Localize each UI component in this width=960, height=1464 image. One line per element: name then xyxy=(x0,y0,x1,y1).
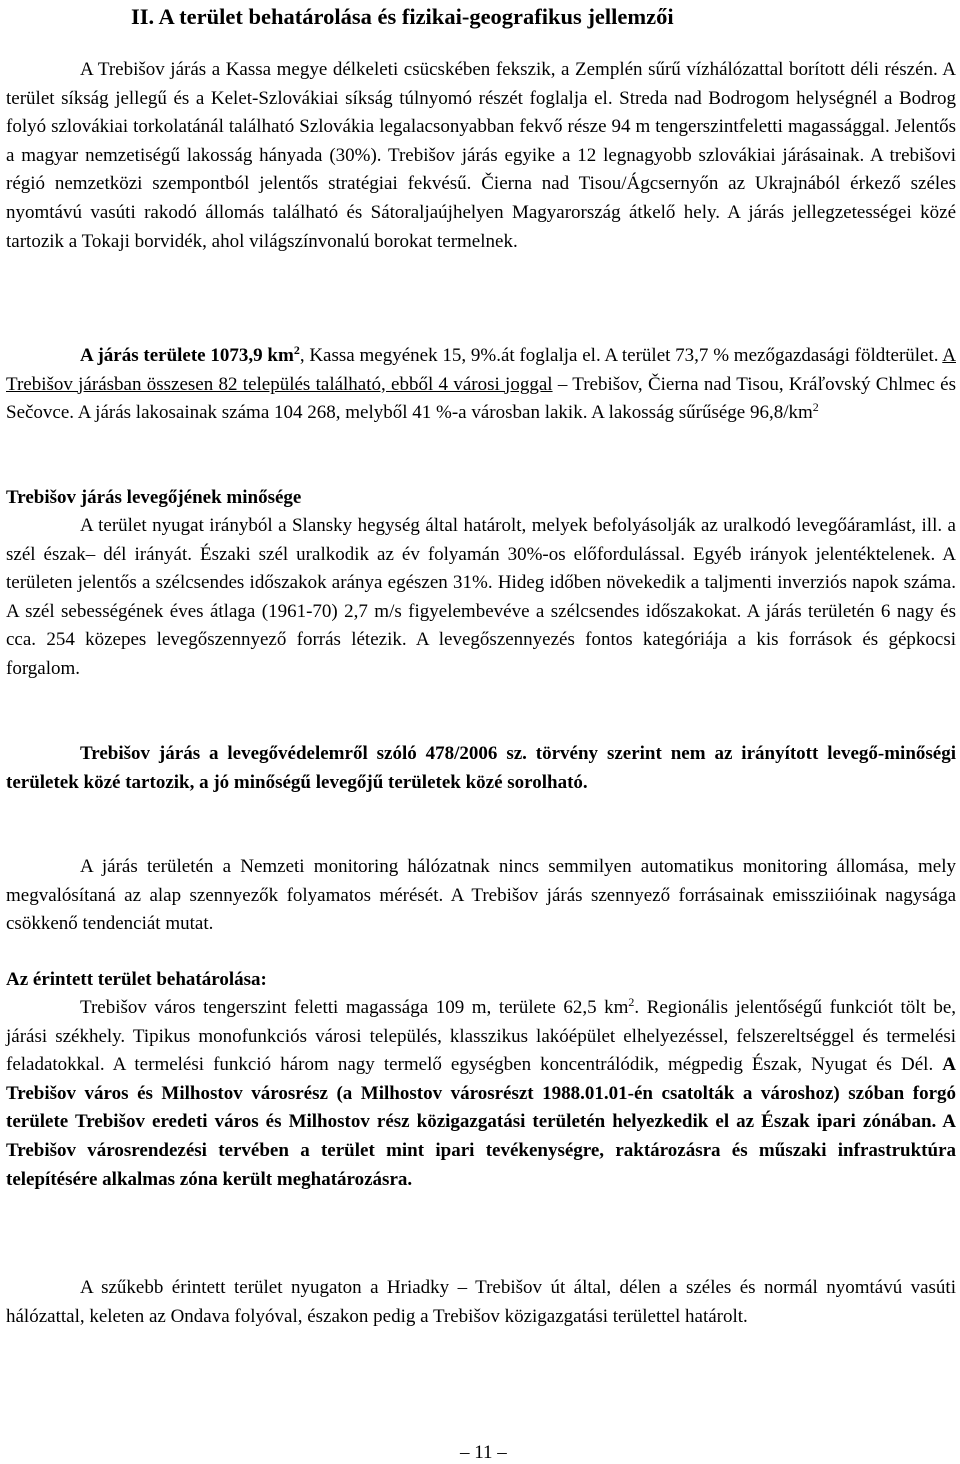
monitoring-paragraph: A járás területén a Nemzeti monitoring hálózatnak nincs semmilyen automatikus monitoring állomása, mely megvalósítaná az alap szennyezők folyamatos mérését. A Trebišov járás szennyező forrásainak emissziióinak nagysága csökkenő tendenciát mutat. xyxy=(6,856,956,935)
density-superscript: 2 xyxy=(812,400,819,415)
boundary-paragraph: A szűkebb érintett terület nyugaton a Hriadky – Trebišov út által, délen a széles és normál nyomtávú vasúti hálózattal, keleten az Ondava folyóval, északon pedig a Trebišov közigazgatási területtel határolt. xyxy=(6,1277,956,1327)
population-text: – Trebišov, Čierna nad Tisou, Kráľovský Chlmec és Sečovce. A járás lakosainak száma 104 268, melyből 41 %-a városban lakik. A lakosság sűrűsége 96,8/km xyxy=(6,373,956,424)
affected-area-heading: Az érintett terület behatárolása: xyxy=(6,969,267,990)
town-area-superscript: 2 xyxy=(628,995,635,1009)
intro-paragraph: A Trebišov járás a Kassa megye délkeleti csücskében fekszik, a Zemplén sűrű vízhálózattal borított déli részén. A terület síkság jellegű és a Kelet-Szlovákiai síkság túlnyomó részét foglalja el. Streda nad Bodrogom helységnél a Bodrog folyó szlovákiai torkolatánál található Szlovákia legalacsonyabban fekvő része 94 m tengerszintfeletti magassággal. Jelentős a magyar nemzetiségű lakosság hányada (30%). Trebišov járás egyike a 12 legnagyobb szlovákiai járásainak. A trebišovi régió nemzetközi szempontból jelentős stratégiai fekvésű. Čierna nad Tisou/Ágcsernyőn az Ukrajnából érkező széles nyomtávú vasúti rakodó állomás található és Sátoraljaújhelyen Magyarország átkelő hely. A járás jellegzetességei közé tartozik a Tokaji borvidék, ahol világszínvonalú borokat termelnek. xyxy=(6,59,956,252)
area-paragraph xyxy=(6,342,956,428)
affected-area-paragraph xyxy=(6,994,956,1194)
air-quality-paragraph: A terület nyugat irányból a Slansky hegység által határolt, melyek befolyásolják az uralkodó levegőáramlást, ill. a szél észak– dél irányát. Északi szél uralkodik az év folyamán 30%-os előfordulással. Egyéb irányok jelentéktelenek. A területen jelentős a szélcsendes időszakok aránya egészen 31%. Hideg időben növekedik a taljmenti inverziós napok száma. A szél sebességének éves átlaga (1961-70) 2,7 m/s figyelembevéve a szélcsendes időszakokat. A járás területén 6 nagy és cca. 254 közepes levegőszennyező forrás létezik. A levegőszennyezés fontos kategóriája a kis források és gépkocsi forgalom. xyxy=(6,515,956,679)
air-quality-heading: Trebišov járás levegőjének minősége xyxy=(6,487,302,508)
area-superscript: 2 xyxy=(293,343,300,357)
section-title: II. A terület behatárolása és fizikai-geografikus jellemzői xyxy=(131,4,674,29)
industrial-zone-bold-text: A Trebišov város és Milhostov városrész (a Milhostov városrészt 1988.01.01-én csatolták a városhoz) szóban forgó területe Trebišov eredeti város és Milhostov rész közigazgatási területén helyezkedik el az Észak ipari zónában. A Trebišov városrendezési tervében a terület mint ipari tevékenységre, raktározásra és műszaki infrastruktúra telepítésére alkalmas zóna került meghatározásra. xyxy=(6,1054,956,1190)
town-function-text: . Regionális jelentőségű funkciót tölt be, járási székhely. Tipikus monofunkciós városi település, klasszikus lakóépület elhelyezéssel, felszereltséggel és termelési feladatokkal. A termelési funkció három nagy termelő egységben koncentrálódik, mégpedig Észak, Nyugat és Dél. xyxy=(6,997,957,1076)
town-text: Trebišov város tengerszint feletti magassága 109 m, területe 62,5 km xyxy=(80,997,629,1018)
area-bold-text: A járás területe 1073,9 km xyxy=(80,345,294,366)
air-law-paragraph: Trebišov járás a levegővédelemről szóló 478/2006 sz. törvény szerint nem az irányított levegő-minőségi területek közé tartozik, a jó minőségű levegőjű területek közé sorolható. xyxy=(6,743,956,793)
settlement-underlined-text: A Trebišov járásban összesen 82 település található, ebből 4 városi joggal xyxy=(6,345,956,395)
page-number: – 11 – xyxy=(460,1442,507,1463)
area-text: , Kassa megyének 15, 9%.át foglalja el. A terület 73,7 % mezőgazdasági földterület. xyxy=(299,345,943,366)
